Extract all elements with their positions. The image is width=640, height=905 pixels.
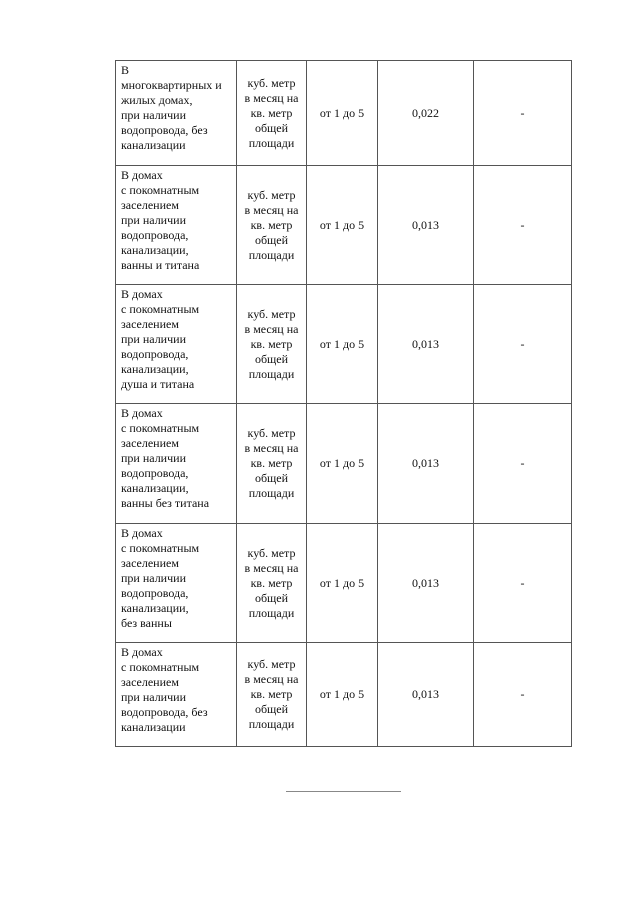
row-range: от 1 до 5 bbox=[307, 166, 378, 285]
row-description: В домах с покомнатным заселением при наличии водопровода, канализации, ванны и титана bbox=[116, 166, 237, 285]
row-empty-value: - bbox=[474, 524, 572, 643]
row-value: 0,013 bbox=[378, 404, 474, 524]
row-range: от 1 до 5 bbox=[307, 643, 378, 747]
row-value: 0,013 bbox=[378, 643, 474, 747]
row-unit: куб. метр в месяц на кв. метр общей площади bbox=[237, 285, 307, 404]
row-range: от 1 до 5 bbox=[307, 404, 378, 524]
table-row bbox=[116, 404, 572, 524]
end-divider-line bbox=[286, 791, 401, 792]
table-row bbox=[116, 285, 572, 404]
row-value: 0,022 bbox=[378, 61, 474, 166]
table-row bbox=[116, 643, 572, 747]
row-unit: куб. метр в месяц на кв. метр общей площади bbox=[237, 524, 307, 643]
row-unit: куб. метр в месяц на кв. метр общей площади bbox=[237, 643, 307, 747]
row-range: от 1 до 5 bbox=[307, 285, 378, 404]
row-description: В домах с покомнатным заселением при наличии водопровода, без канализации bbox=[116, 643, 237, 747]
row-range: от 1 до 5 bbox=[307, 524, 378, 643]
row-value: 0,013 bbox=[378, 285, 474, 404]
row-description: В домах с покомнатным заселением при наличии водопровода, канализации, ванны без титана bbox=[116, 404, 237, 524]
row-description: В многоквартирных и жилых домах, при наличии водопровода, без канализации bbox=[116, 61, 237, 166]
row-description: В домах с покомнатным заселением при наличии водопровода, канализации, душа и титана bbox=[116, 285, 237, 404]
table-row bbox=[116, 524, 572, 643]
row-empty-value: - bbox=[474, 285, 572, 404]
row-unit: куб. метр в месяц на кв. метр общей площади bbox=[237, 166, 307, 285]
row-empty-value: - bbox=[474, 404, 572, 524]
row-empty-value: - bbox=[474, 61, 572, 166]
table-row bbox=[116, 166, 572, 285]
row-value: 0,013 bbox=[378, 166, 474, 285]
row-value: 0,013 bbox=[378, 524, 474, 643]
row-description: В домах с покомнатным заселением при наличии водопровода, канализации, без ванны bbox=[116, 524, 237, 643]
row-unit: куб. метр в месяц на кв. метр общей площади bbox=[237, 404, 307, 524]
tariff-table bbox=[115, 60, 572, 747]
row-empty-value: - bbox=[474, 166, 572, 285]
row-unit: куб. метр в месяц на кв. метр общей площади bbox=[237, 61, 307, 166]
table-row bbox=[116, 61, 572, 166]
row-range: от 1 до 5 bbox=[307, 61, 378, 166]
row-empty-value: - bbox=[474, 643, 572, 747]
